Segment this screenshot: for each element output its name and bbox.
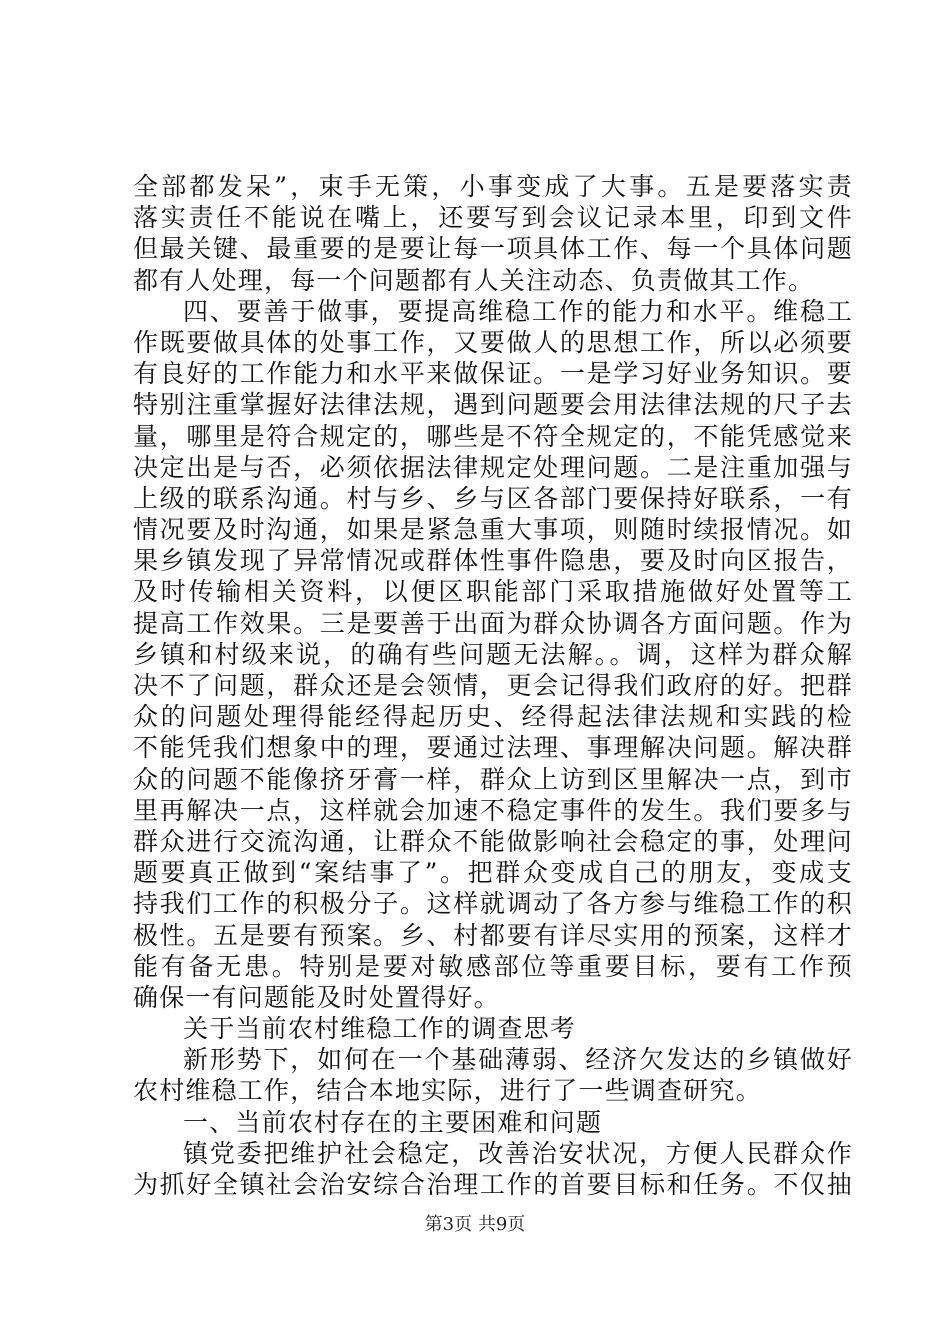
text-line: 都有人处理，每一个问题都有人关注动态、负责做其工作。 (133, 265, 815, 295)
text-line: 有良好的工作能力和水平来做保证。一是学习好业务知识。要 (133, 359, 853, 389)
text-line: 为抓好全镇社会治安综合治理工作的首要目标和任务。不仅抽 (133, 1170, 853, 1199)
text-line: 农村维稳工作，结合本地实际，进行了一些调查研究。 (133, 1076, 762, 1106)
text-line: 能有备无患。特别是要对敏感部位等重要目标，要有工作预 (133, 951, 853, 981)
text-line: 提高工作效果。三是要善于出面为群众协调各方面问题。作为 (133, 608, 853, 638)
text-line: 四、要善于做事，要提高维稳工作的能力和水平。维稳工 (183, 296, 853, 326)
text-line: 不能凭我们想象中的理，要通过法理、事理解决问题。解决群 (133, 733, 853, 763)
text-line: 群众进行交流沟通，让群众不能做影响社会稳定的事，处理问 (133, 826, 853, 856)
text-line: 及时传输相关资料，以便区职能部门采取措施做好处置等工 (133, 577, 853, 607)
text-line: 决不了问题，群众还是会领情，更会记得我们政府的好。把群 (133, 671, 853, 700)
text-line: 极性。五是要有预案。乡、村都要有详尽实用的预案，这样才 (133, 920, 853, 950)
text-line: 里再解决一点，这样就会加速不稳定事件的发生。我们要多与 (133, 795, 853, 825)
text-line: 全部都发呆”，束手无策，小事变成了大事。五是要落实责 (133, 172, 853, 201)
text-line: 一、当前农村存在的主要困难和问题 (183, 1107, 603, 1137)
text-line: 题要真正做到“案结事了”。把群众变成自己的朋友，变成支 (133, 858, 853, 888)
page-footer: 第3页 共9页 (424, 1214, 526, 1235)
text-line: 乡镇和村级来说，的确有些问题无法解。。调，这样为群众解 (133, 639, 853, 669)
text-line: 情况要及时沟通，如果是紧急重大事项，则随时续报情况。如 (133, 515, 853, 545)
text-line: 果乡镇发现了异常情况或群体性事件隐患，要及时向区报告， (133, 546, 853, 576)
text-line: 众的问题不能像挤牙膏一样，群众上访到区里解决一点，到市 (133, 764, 853, 794)
text-line: 众的问题处理得能经得起历史、经得起法律法规和实践的检 (133, 702, 853, 732)
document-body (133, 171, 853, 1200)
text-line: 决定出是与否，必须依据法律规定处理问题。二是注重加强与 (133, 452, 853, 482)
text-line: 新形势下，如何在一个基础薄弱、经济欠发达的乡镇做好 (183, 1045, 853, 1075)
text-line: 确保一有问题能及时处置得好。 (133, 982, 500, 1012)
text-line: 上级的联系沟通。村与乡、乡与区各部门要保持好联系，一有 (133, 483, 853, 513)
text-line: 但最关键、最重要的是要让每一项具体工作、每一个具体问题 (133, 234, 853, 264)
text-line: 量，哪里是符合规定的，哪些是不符全规定的，不能凭感觉来 (133, 421, 853, 451)
text-line: 特别注重掌握好法律法规，遇到问题要会用法律法规的尺子去 (133, 390, 853, 420)
text-line: 持我们工作的积极分子。这样就调动了各方参与维稳工作的积 (133, 889, 853, 919)
text-line: 关于当前农村维稳工作的调查思考 (183, 1014, 577, 1044)
text-line: 作既要做具体的处事工作，又要做人的思想工作，所以必须要 (133, 327, 853, 357)
text-line: 镇党委把维护社会稳定，改善治安状况，方便人民群众作 (183, 1138, 853, 1168)
text-line: 落实责任不能说在嘴上，还要写到会议记录本里，印到文件 (133, 203, 853, 233)
